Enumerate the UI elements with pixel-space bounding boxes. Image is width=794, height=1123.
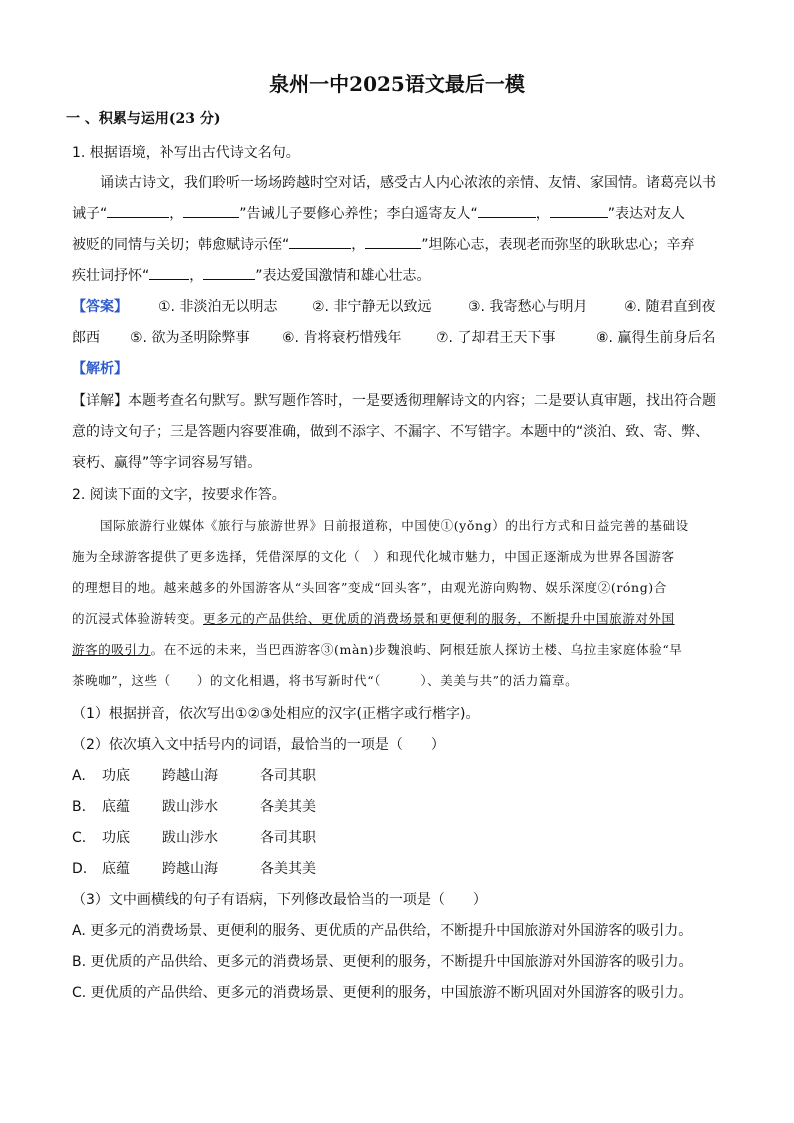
passage-line: 的理想目的地。越来越多的外国游客从“头回客”变成“回头客”，由观光游向购物、娱乐深度②(róng)合 (72, 580, 667, 595)
option-row (72, 796, 316, 816)
answer-item: ③. 我寄愁心与明月 (468, 299, 588, 315)
passage-line (72, 609, 675, 627)
option-word: 跋山涉水 (162, 830, 218, 846)
passage-line: 施为全球游客提供了更多选择，凭借深厚的文化（ ）和现代化城市魅力，中国正逐渐成为世界各国游客 (72, 549, 675, 564)
text-fragment: ， (351, 237, 366, 253)
option-word: 各美其美 (260, 799, 316, 815)
option-line: C. 更优质的产品供给、更多元的消费场景、更便利的服务，中国旅游不断巩固对外国游客的吸引力。 (72, 985, 693, 1001)
answer-item: ②. 非宁静无以致远 (312, 299, 432, 315)
passage-line (72, 640, 682, 658)
answer-blank (149, 265, 189, 280)
underlined-sentence: 游客的吸引力 (72, 642, 151, 657)
option-letter: C. (72, 830, 87, 846)
option-letter: A. (72, 768, 86, 784)
option-line: B. 更优质的产品供给、更多元的消费场景、更便利的服务，不断提升中国旅游对外国游客的吸引力。 (72, 954, 693, 970)
answer-item: ⑦. 了却君王天下事 (436, 330, 556, 346)
text-fragment: ”告诫儿子要修心养性；李白遥寄友人“ (239, 206, 478, 222)
option-letter: D. (72, 861, 88, 877)
text-fragment: ”坦陈心志，表现老而弥坚的耿耿忠心；辛弃 (421, 237, 695, 253)
option-word: 各司其职 (260, 768, 316, 784)
answer-item: 郎西 (72, 330, 100, 346)
passage-line: 茶晚咖”，这些（ ）的文化相遇，将书写新时代“（ ）、美美与共”的活力篇章。 (72, 673, 579, 688)
answer-blank (550, 203, 608, 218)
option-word: 各司其职 (260, 830, 316, 846)
option-word: 底蕴 (102, 799, 130, 815)
text-fragment: ， (189, 268, 204, 284)
answer-item: ④. 随君直到夜 (624, 299, 716, 315)
option-line: A. 更多元的消费场景、更便利的服务、更优质的产品供给，不断提升中国旅游对外国游客的吸引力。 (72, 923, 693, 939)
q1-paragraph-line: 诵读古诗文，我们聆听一场场跨越时空对话，感受古人内心浓浓的亲情、友情、家国情。诸葛亮以书 (100, 175, 716, 191)
text-fragment: ， (169, 206, 184, 222)
detail-line: 衰朽、赢得”等字词容易写错。 (72, 455, 262, 471)
q1-prompt: 1. 根据语境，补写出古代诗文名句。 (72, 145, 300, 161)
text-fragment: 。在不远的未来，当巴西游客③(màn)步魏浪屿、阿根廷旅人探访土楼、乌拉圭家庭体验“早 (150, 642, 683, 657)
q1-paragraph-line (72, 203, 685, 223)
text-fragment: 疾壮词抒怀“ (72, 268, 150, 284)
option-word: 跨越山海 (162, 768, 218, 784)
page-title: 泉州一中2025语文最后一模 (269, 72, 525, 96)
option-word: 底蕴 (102, 861, 130, 877)
section-heading: 一 、积累与运用(23 分) (66, 111, 221, 127)
detail-line: 【详解】本题考查名句默写。默写题作答时，一是要透彻理解诗文的内容；二是要认真审题，找出符合题 (72, 393, 716, 409)
answer-blank (289, 234, 351, 249)
sub-question: （2）依次填入文中括号内的词语，最恰当的一项是（ ） (72, 737, 445, 753)
option-letter: B. (72, 799, 87, 815)
text-fragment: 被贬的同情与关切；韩愈赋诗示侄“ (72, 237, 290, 253)
option-row (72, 765, 316, 785)
answer-row (72, 296, 716, 316)
analysis-tag: 【解析】 (72, 361, 128, 377)
option-row (72, 858, 316, 878)
answer-item: ⑧. 赢得生前身后名 (596, 330, 716, 346)
answer-item: ⑤. 欲为圣明除弊事 (130, 330, 250, 346)
answer-blank (107, 203, 169, 218)
option-word: 跋山涉水 (162, 799, 218, 815)
text-fragment: 的沉浸式体验游转变。 (72, 611, 204, 626)
option-word: 跨越山海 (162, 861, 218, 877)
text-fragment: 诫子“ (72, 206, 108, 222)
answer-blank (478, 203, 536, 218)
option-word: 各美其美 (260, 861, 316, 877)
answer-blank (365, 234, 421, 249)
answer-blank (183, 203, 239, 218)
text-fragment: ”表达对友人 (607, 206, 686, 222)
answer-tag: 【答案】 (72, 299, 128, 315)
text-fragment: ”表达爱国激情和雄心壮志。 (255, 268, 431, 284)
answer-item: ⑥. 肯将衰朽惜残年 (282, 330, 402, 346)
q2-prompt: 2. 阅读下面的文字，按要求作答。 (72, 487, 286, 503)
answer-blank (203, 265, 255, 280)
sub-question: （1）根据拼音，依次写出①②③处相应的汉字(正楷字或行楷字)。 (72, 706, 480, 722)
underlined-sentence: 更多元的产品供给、更优质的消费场景和更便利的服务，不断提升中国旅游对外国 (203, 611, 675, 626)
answer-row (72, 327, 716, 347)
text-fragment: ， (535, 206, 550, 222)
sub-question: （3）文中画横线的句子有语病，下列修改最恰当的一项是（ ） (72, 892, 487, 908)
option-row (72, 827, 316, 847)
option-word: 功底 (102, 768, 130, 784)
detail-line: 意的诗文句子；三是答题内容要准确，做到不添字、不漏字、不写错字。本题中的“淡泊、致、寄、弊、 (72, 424, 710, 440)
answer-item: ①. 非淡泊无以明志 (158, 299, 278, 315)
option-word: 功底 (102, 830, 130, 846)
q1-paragraph-line (72, 234, 695, 254)
q1-paragraph-line (72, 265, 431, 285)
passage-line: 国际旅游行业媒体《旅行与旅游世界》日前报道称，中国使①(yǒng）的出行方式和日益完善的基础设 (100, 518, 689, 533)
